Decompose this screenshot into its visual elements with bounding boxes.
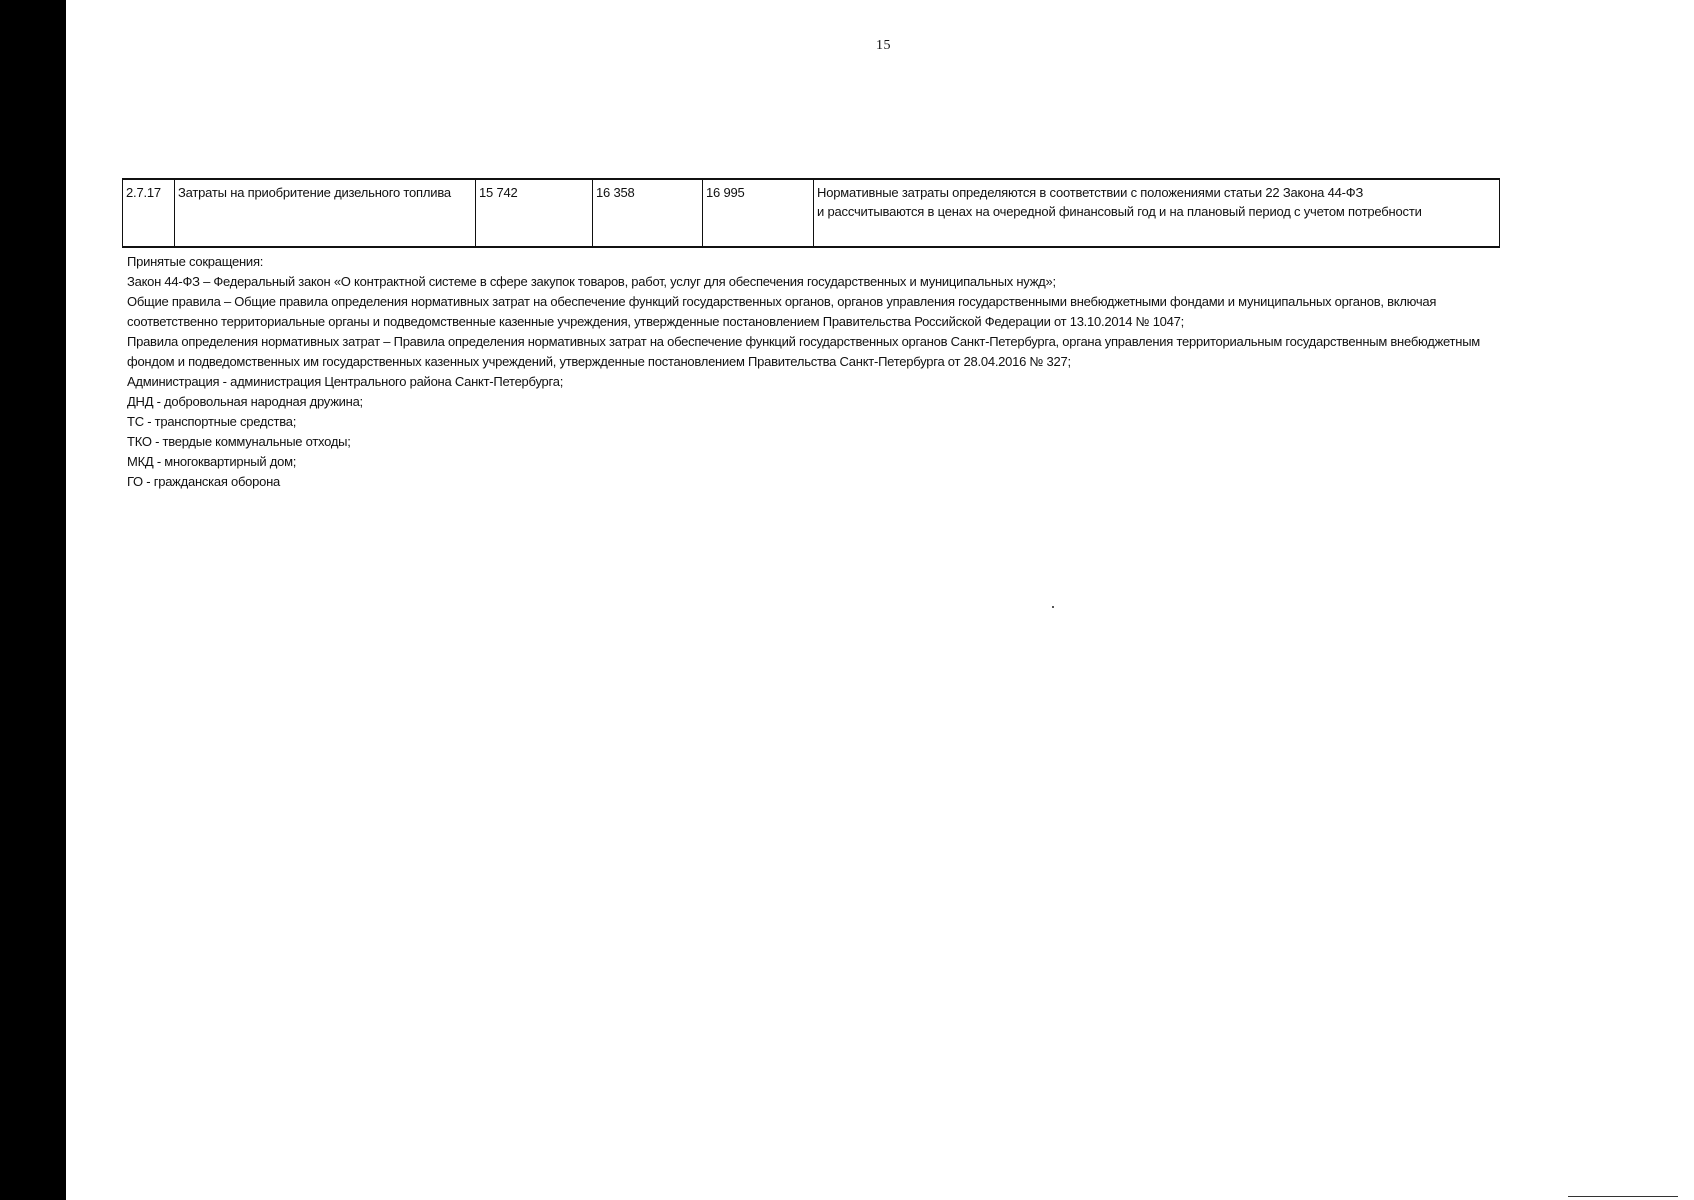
abbreviations-section bbox=[127, 252, 1507, 492]
scan-black-edge bbox=[0, 0, 66, 1200]
abbreviation-administration: Администрация - администрация Центрального района Санкт-Петербурга; bbox=[127, 374, 564, 389]
costs-table bbox=[122, 178, 1500, 248]
abbreviation-go: ГО - гражданская оборона bbox=[127, 474, 280, 489]
row-value-year-1: 15 742 bbox=[476, 179, 593, 247]
abbreviation-spb-rules: Правила определения нормативных затрат – Правила определения нормативных затрат на обеспечение функций государственных органов Санкт-Петербурга, органа управления территориальным государственным внебюджетным фондом и подведомственных им государственных казенных учреждений, утвержденные постановлением Правительства Санкт-Петербурга от 28.04.2016 № 327; bbox=[127, 334, 1480, 369]
row-cost-name: Затраты на приобритение дизельного топлива bbox=[175, 179, 476, 247]
table-row bbox=[123, 179, 1500, 247]
row-note bbox=[814, 179, 1500, 247]
page-number: 15 bbox=[876, 38, 891, 53]
row-value-year-2: 16 358 bbox=[593, 179, 703, 247]
scan-speck bbox=[1052, 606, 1054, 608]
abbreviation-tko: ТКО - твердые коммунальные отходы; bbox=[127, 434, 351, 449]
row-value-year-3: 16 995 bbox=[703, 179, 814, 247]
abbreviations-heading: Принятые сокращения: bbox=[127, 254, 264, 269]
abbreviation-ts: ТС - транспортные средства; bbox=[127, 414, 297, 429]
footer-rule bbox=[1568, 1196, 1678, 1197]
row-number: 2.7.17 bbox=[123, 179, 175, 247]
abbreviation-general-rules: Общие правила – Общие правила определения нормативных затрат на обеспечение функций государственных органов, органов управления государственными внебюджетными фондами и муниципальных органов, включая соответственно территориальные органы и подведомственные казенные учреждения, утвержденные постановлением Правительства Российской Федерации от 13.10.2014 № 1047; bbox=[127, 294, 1437, 329]
row-note-line-2: и рассчитываются в ценах на очередной финансовый год и на плановый период с учетом потребности bbox=[817, 204, 1422, 219]
abbreviation-law-44: Закон 44-ФЗ – Федеральный закон «О контрактной системе в сфере закупок товаров, работ, услуг для обеспечения государственных и муниципальных нужд»; bbox=[127, 274, 1056, 289]
abbreviation-mkd: МКД - многоквартирный дом; bbox=[127, 454, 297, 469]
abbreviation-dnd: ДНД - добровольная народная дружина; bbox=[127, 394, 363, 409]
row-note-line-1: Нормативные затраты определяются в соответствии с положениями статьи 22 Закона 44-ФЗ bbox=[817, 185, 1364, 200]
